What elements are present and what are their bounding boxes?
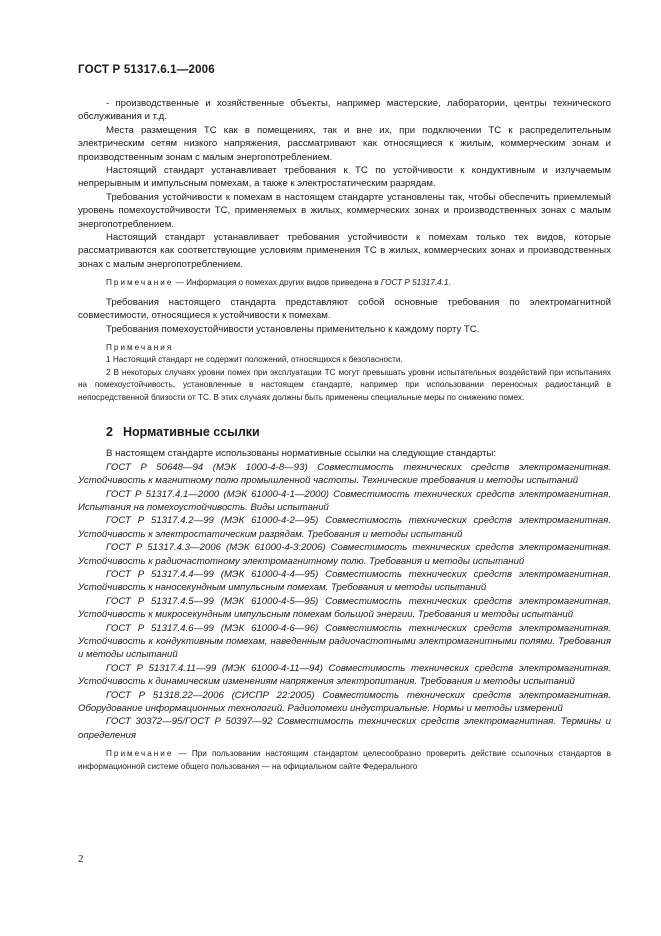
- section-number: 2: [106, 424, 113, 439]
- reference-item: ГОСТ Р 51317.4.1—2000 (МЭК 61000-4-1—2000) Совместимость технических средств электромагнитная. Испытания на помехоустойчивость. Виды испытаний: [78, 488, 611, 513]
- note-item: 1 Настоящий стандарт не содержит положений, относящихся к безопасности.: [106, 355, 403, 365]
- document-body: [78, 97, 611, 773]
- paragraph: Настоящий стандарт устанавливает требования к ТС по устойчивости к кондуктивным и излучаемым непрерывным и импульсным помехам, а также к электростатическим разрядам.: [78, 165, 611, 190]
- reference-item: ГОСТ Р 51317.4.3—2006 (МЭК 61000-4-3:2006) Совместимость технических средств электромагнитная. Устойчивость к радиочастотному электромагнитному полю. Требования и методы испытаний: [78, 542, 611, 567]
- document-header: ГОСТ Р 51317.6.1—2006: [78, 64, 215, 76]
- reference-item: ГОСТ Р 51318.22—2006 (СИСПР 22:2005) Совместимость технических средств электромагнитная. Оборудование информационных технологий. Радиопомехи индустриальные. Нормы и методы измерений: [78, 689, 611, 715]
- paragraph: - производственные и хозяйственные объекты, например мастерские, лаборатории, центры технического обслуживания и т.д.: [78, 98, 611, 123]
- note-label: Примечание: [106, 749, 174, 759]
- paragraph: Требования помехоустойчивости установлены применительно к каждому порту ТС.: [106, 323, 480, 335]
- note-text: — Информация о помехах других видов приведена в: [175, 278, 381, 288]
- reference-item: ГОСТ Р 51317.4.2—99 (МЭК 61000-4-2—95) Совместимость технических средств электромагнитная. Устойчивость к электростатическим разрядам. Требования и методы испытаний: [78, 515, 611, 540]
- note-text: — При пользовании настоящим стандартом целесообразно проверить действие ссылочных стандартов в информационной системе общего пользования — на официальном сайте Федерального: [78, 749, 611, 771]
- page-number: 2: [78, 853, 84, 865]
- section-title: Нормативные ссылки: [122, 424, 260, 439]
- reference-item: ГОСТ Р 51317.4.4—99 (МЭК 61000-4-4—95) Совместимость технических средств электромагнитная. Устойчивость к наносекундным импульсным помехам. Требования и методы испытаний: [78, 569, 611, 594]
- reference-item: ГОСТ Р 50648—94 (МЭК 1000-4-8—93) Совместимость технических средств электромагнитная. Устойчивость к магнитному полю промышленной частоты. Технические требования и методы испытаний: [78, 461, 611, 487]
- note: [78, 277, 611, 289]
- reference-item: ГОСТ Р 51317.4.5—99 (МЭК 61000-4-5—95) Совместимость технических средств электромагнитная. Устойчивость к микросекундным импульсным помехам большой энергии. Требования и методы испытаний: [78, 595, 611, 621]
- reference-item: ГОСТ 30372—95/ГОСТ Р 50397—92 Совместимость технических средств электромагнитная. Термины и определения: [78, 716, 611, 741]
- reference-item: ГОСТ Р 51317.4.6—99 (МЭК 61000-4-6—96) Совместимость технических средств электромагнитная. Устойчивость к кондуктивным помехам, наведенным радиочастотными электромагнитными полями. Требования и методы испытаний: [78, 622, 611, 661]
- section-heading: [78, 426, 611, 439]
- notes-label: Примечания: [106, 342, 174, 352]
- note-item: 2 В некоторых случаях уровни помех при эксплуатации ТС могут превышать уровни испытательных воздействий при испытаниях на помехоустойчивость, установленные в настоящем стандарте, например при использовании переносных радиостанций в непосредственной близости от ТС. В этих случаях должны быть применены специальные меры по снижению помех.: [78, 367, 611, 402]
- reference-item: ГОСТ Р 51317.4.11—99 (МЭК 61000-4-11—94) Совместимость технических средств электромагнитная. Устойчивость к динамическим изменениям напряжения электропитания. Требования и методы испытаний: [78, 662, 611, 688]
- paragraph: Настоящий стандарт устанавливает требования устойчивости к помехам только тех видов, которые рассматриваются как соответствующие условиям применения ТС в жилых, коммерческих зонах и производственных зонах с малым энергопотреблением.: [78, 232, 611, 270]
- note-ref: ГОСТ Р 51317.4.1.: [380, 278, 451, 288]
- note: [78, 748, 611, 773]
- paragraph: Требования настоящего стандарта представляют собой основные требования по электромагнитной совместимости, относящиеся к устойчивости к помехам.: [78, 296, 611, 322]
- note-label: Примечание: [106, 278, 174, 288]
- section-intro: В настоящем стандарте использованы нормативные ссылки на следующие стандарты:: [106, 448, 497, 460]
- paragraph: Требования устойчивости к помехам в настоящем стандарте установлены так, чтобы обеспечить приемлемый уровень помехоустойчивости ТС, применяемых в жилых, коммерческих зонах и производственных зонах с малым энергопотреблением.: [78, 191, 611, 230]
- paragraph: Места размещения ТС как в помещениях, так и вне их, при подключении ТС к распределительным электрическим сетям низкого напряжения, рассматривают как относящиеся к жилым, коммерческим зонам и производственным зонам с малым энергопотреблением.: [78, 124, 611, 163]
